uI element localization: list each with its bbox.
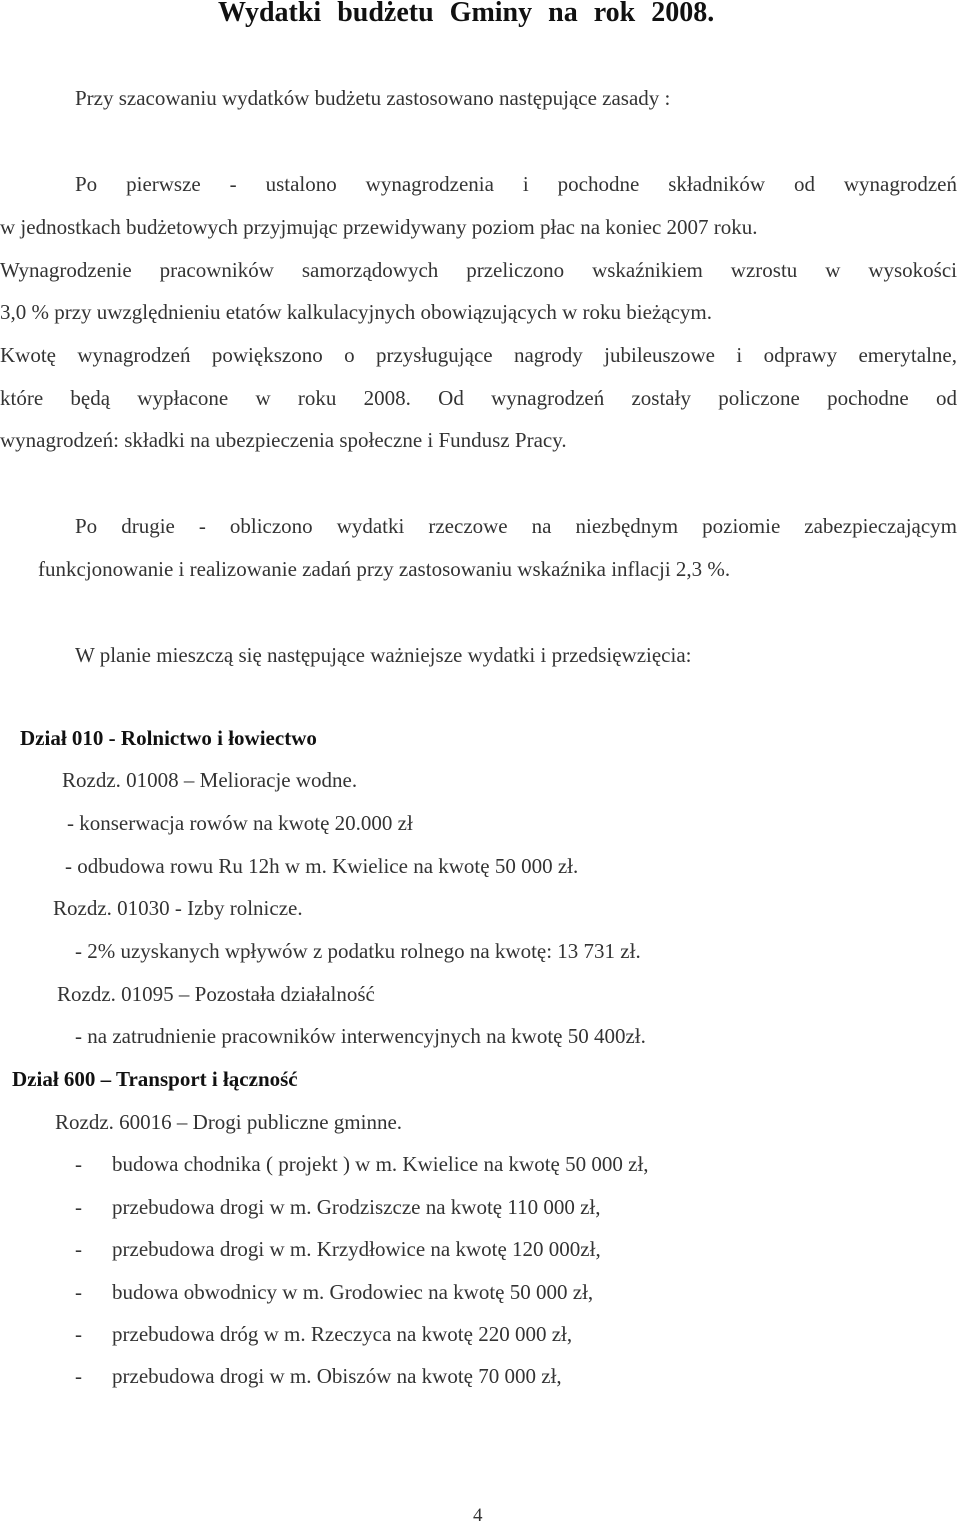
intro-paragraph: Przy szacowaniu wydatków budżetu zastosowano następujące zasady : (75, 86, 671, 110)
list-bullet: - (75, 1322, 82, 1346)
list-item: przebudowa drogi w m. Grodziszcze na kwotę 110 000 zł, (112, 1195, 601, 1219)
rozdz-01030: Rozdz. 01030 - Izby rolnicze. (53, 896, 303, 920)
list-item: przebudowa dróg w m. Rzeczyca na kwotę 220 000 zł, (112, 1322, 573, 1346)
plan-intro: W planie mieszczą się następujące ważniejsze wydatki i przedsięwzięcia: (75, 643, 692, 667)
first-rule-line-3: Wynagrodzenie pracowników samorządowych przeliczono wskaźnikiem wzrostu w wysokości (0, 258, 957, 282)
section-600-heading: Dział 600 – Transport i łączność (12, 1067, 298, 1091)
first-rule-line-6: które będą wypłacone w roku 2008. Od wynagrodzeń zostały policzone pochodne od (0, 386, 957, 410)
second-rule-line-1: Po drugie - obliczono wydatki rzeczowe na niezbędnym poziomie zabezpieczającym (75, 514, 957, 538)
second-rule-line-2: funkcjonowanie i realizowanie zadań przy zastosowaniu wskaźnika inflacji 2,3 %. (38, 557, 731, 581)
rozdz-01095: Rozdz. 01095 – Pozostała działalność (57, 982, 375, 1006)
list-item: - konserwacja rowów na kwotę 20.000 zł (67, 811, 413, 835)
first-rule-line-5: Kwotę wynagrodzeń powiększono o przysługujące nagrody jubileuszowe i odprawy emerytalne, (0, 343, 957, 367)
first-rule-line-2: w jednostkach budżetowych przyjmując przewidywany poziom płac na koniec 2007 roku. (0, 215, 758, 239)
list-item: - 2% uzyskanych wpływów z podatku rolnego na kwotę: 13 731 zł. (75, 939, 641, 963)
page-title: Wydatki budżetu Gminy na rok 2008. (218, 0, 715, 28)
list-item: przebudowa drogi w m. Obiszów na kwotę 70 000 zł, (112, 1364, 562, 1388)
list-item: budowa obwodnicy w m. Grodowiec na kwotę 50 000 zł, (112, 1280, 594, 1304)
list-item: - odbudowa rowu Ru 12h w m. Kwielice na kwotę 50 000 zł. (65, 854, 579, 878)
list-item: budowa chodnika ( projekt ) w m. Kwielice na kwotę 50 000 zł, (112, 1152, 649, 1176)
first-rule-line-7: wynagrodzeń: składki na ubezpieczenia społeczne i Fundusz Pracy. (0, 428, 567, 452)
first-rule-line-1: Po pierwsze - ustalono wynagrodzenia i pochodne składników od wynagrodzeń (75, 172, 957, 196)
list-bullet: - (75, 1195, 82, 1219)
list-bullet: - (75, 1364, 82, 1388)
section-010-heading: Dział 010 - Rolnictwo i łowiectwo (20, 726, 317, 750)
first-rule-line-4: 3,0 % przy uwzględnieniu etatów kalkulacyjnych obowiązujących w roku bieżącym. (0, 300, 713, 324)
page-number: 4 (473, 1505, 483, 1526)
rozdz-01008: Rozdz. 01008 – Melioracje wodne. (62, 768, 358, 792)
list-bullet: - (75, 1237, 82, 1261)
list-item: - na zatrudnienie pracowników interwencyjnych na kwotę 50 400zł. (75, 1024, 646, 1048)
list-bullet: - (75, 1152, 82, 1176)
rozdz-60016: Rozdz. 60016 – Drogi publiczne gminne. (55, 1110, 403, 1134)
list-item: przebudowa drogi w m. Krzydłowice na kwotę 120 000zł, (112, 1237, 601, 1261)
list-bullet: - (75, 1280, 82, 1304)
